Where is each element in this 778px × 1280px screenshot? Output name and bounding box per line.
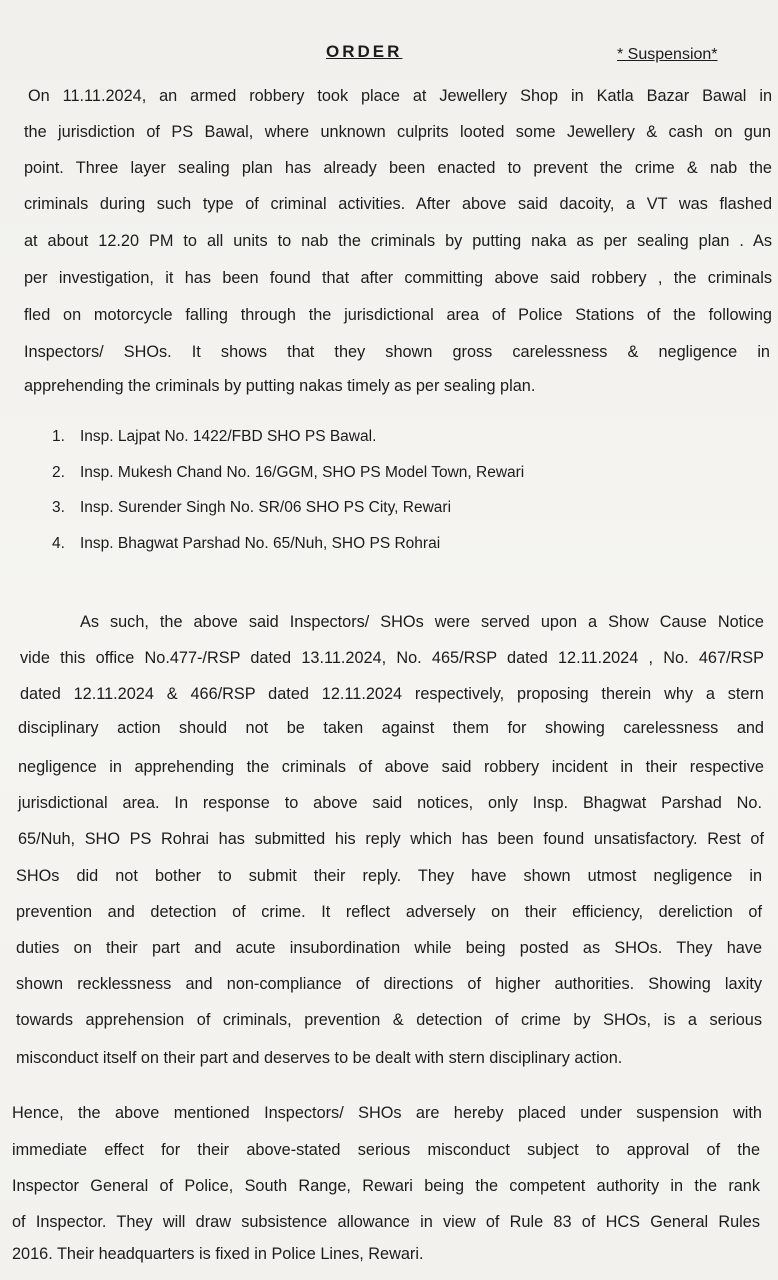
para1-line: Inspectors/ SHOs. It shows that they shown gross carelessness & negligence in	[24, 343, 770, 361]
para1-line: point. Three layer sealing plan has already been enacted to prevent the crime & nab the	[24, 159, 772, 177]
para2-line: prevention and detection of crime. It reflect adversely on their efficiency, dereliction of	[16, 903, 762, 921]
para2-line: vide this office No.477-/RSP dated 13.11.2024, No. 465/RSP dated 12.11.2024 , No. 467/RSP	[20, 649, 764, 667]
para2-line: 65/Nuh, SHO PS Rohrai has submitted his reply which has been found unsatisfactory. Rest of	[18, 830, 764, 848]
para2-line: As such, the above said Inspectors/ SHOs were served upon a Show Cause Notice	[80, 613, 764, 631]
para2-line: dated 12.11.2024 & 466/RSP dated 12.11.2024 respectively, proposing therein why a stern	[20, 685, 764, 703]
para3-line: Inspector General of Police, South Range, Rewari being the competent authority in the rank	[12, 1177, 760, 1195]
suspension-tag: * Suspension*	[617, 46, 718, 63]
para3-line: Hence, the above mentioned Inspectors/ SHOs are hereby placed under suspension with	[12, 1104, 762, 1122]
list-item: 3. Insp. Surender Singh No. SR/06 SHO PS City, Rewari	[52, 499, 452, 516]
para1-line: at about 12.20 PM to all units to nab the criminals by putting naka as per sealing plan . As	[24, 232, 772, 250]
para1-line: per investigation, it has been found that after committing above said robbery , the criminals	[24, 269, 772, 287]
para1-line: the jurisdiction of PS Bawal, where unknown culprits looted some Jewellery & cash on gun	[24, 123, 771, 141]
list-item: 4. Insp. Bhagwat Parshad No. 65/Nuh, SHO PS Rohrai	[52, 535, 441, 552]
para2-line: negligence in apprehending the criminals of above said robbery incident in their respective	[18, 758, 764, 776]
para2-line: jurisdictional area. In response to above said notices, only Insp. Bhagwat Parshad No.	[18, 794, 762, 812]
list-item: 1. Insp. Lajpat No. 1422/FBD SHO PS Bawal.	[52, 428, 377, 445]
para2-line: misconduct itself on their part and deserves to be dealt with stern disciplinary action.	[16, 1049, 623, 1067]
list-item: 2. Insp. Mukesh Chand No. 16/GGM, SHO PS Model Town, Rewari	[52, 464, 525, 481]
para1-line: apprehending the criminals by putting nakas timely as per sealing plan.	[24, 377, 536, 395]
para2-line: shown recklessness and non-compliance of directions of higher authorities. Showing laxity	[16, 975, 762, 993]
order-title: ORDER	[326, 42, 403, 61]
para1-line: fled on motorcycle falling through the jurisdictional area of Police Stations of the following	[24, 306, 772, 324]
para1-line: criminals during such type of criminal activities. After above said dacoity, a VT was flashed	[24, 195, 772, 213]
para2-line: duties on their part and acute insubordination while being posted as SHOs. They have	[16, 939, 762, 957]
para3-line: immediate effect for their above-stated serious misconduct subject to approval of the	[12, 1141, 760, 1159]
para1-line: On 11.11.2024, an armed robbery took place at Jewellery Shop in Katla Bazar Bawal in	[28, 87, 772, 105]
para2-line: SHOs did not bother to submit their reply. They have shown utmost negligence in	[16, 867, 762, 885]
para2-line: disciplinary action should not be taken against them for showing carelessness and	[18, 719, 764, 737]
para2-line: towards apprehension of criminals, prevention & detection of crime by SHOs, is a serious	[16, 1011, 762, 1029]
para3-line: of Inspector. They will draw subsistence allowance in view of Rule 83 of HCS General Rules	[12, 1213, 760, 1231]
para3-line: 2016. Their headquarters is fixed in Police Lines, Rewari.	[12, 1245, 424, 1263]
